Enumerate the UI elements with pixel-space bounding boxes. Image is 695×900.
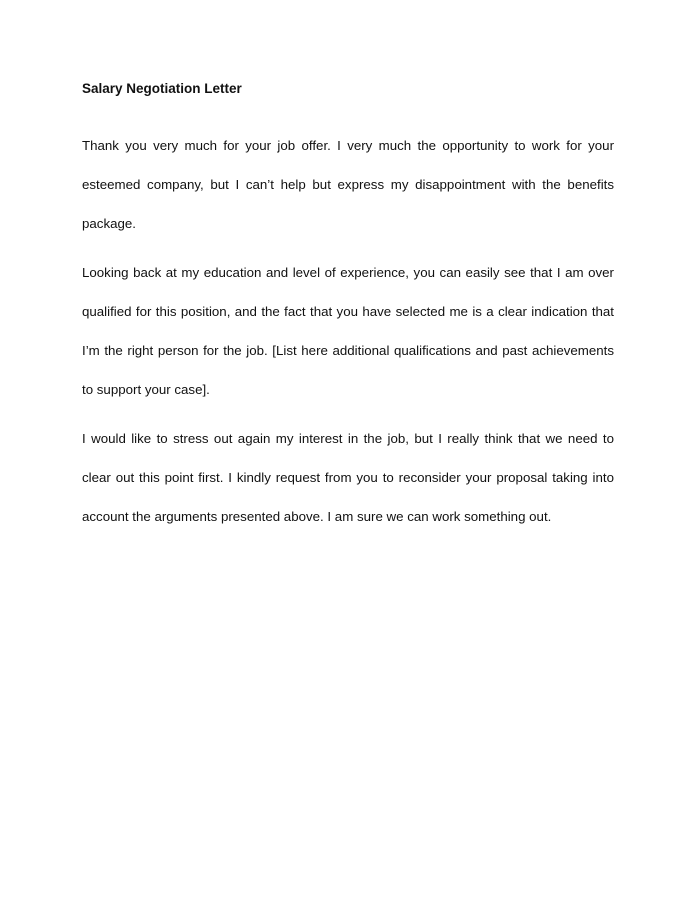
paragraph-thank-you: Thank you very much for your job offer. I very much the opportunity to work for your esteemed company, but I can’t help but express my disappointment with the benefits package.	[82, 138, 614, 231]
paragraph-qualifications: Looking back at my education and level of experience, you can easily see that I am over qualified for this position, and the fact that you have selected me is a clear indication that I’m the right person for the job. [List here additional qualifications and past achievements to support your case].	[82, 265, 614, 397]
document-title: Salary Negotiation Letter	[82, 81, 242, 96]
paragraph-closing: I would like to stress out again my interest in the job, but I really think that we need to clear out this point first. I kindly request from you to reconsider your proposal taking into account the arguments presented above. I am sure we can work something out.	[82, 431, 614, 524]
